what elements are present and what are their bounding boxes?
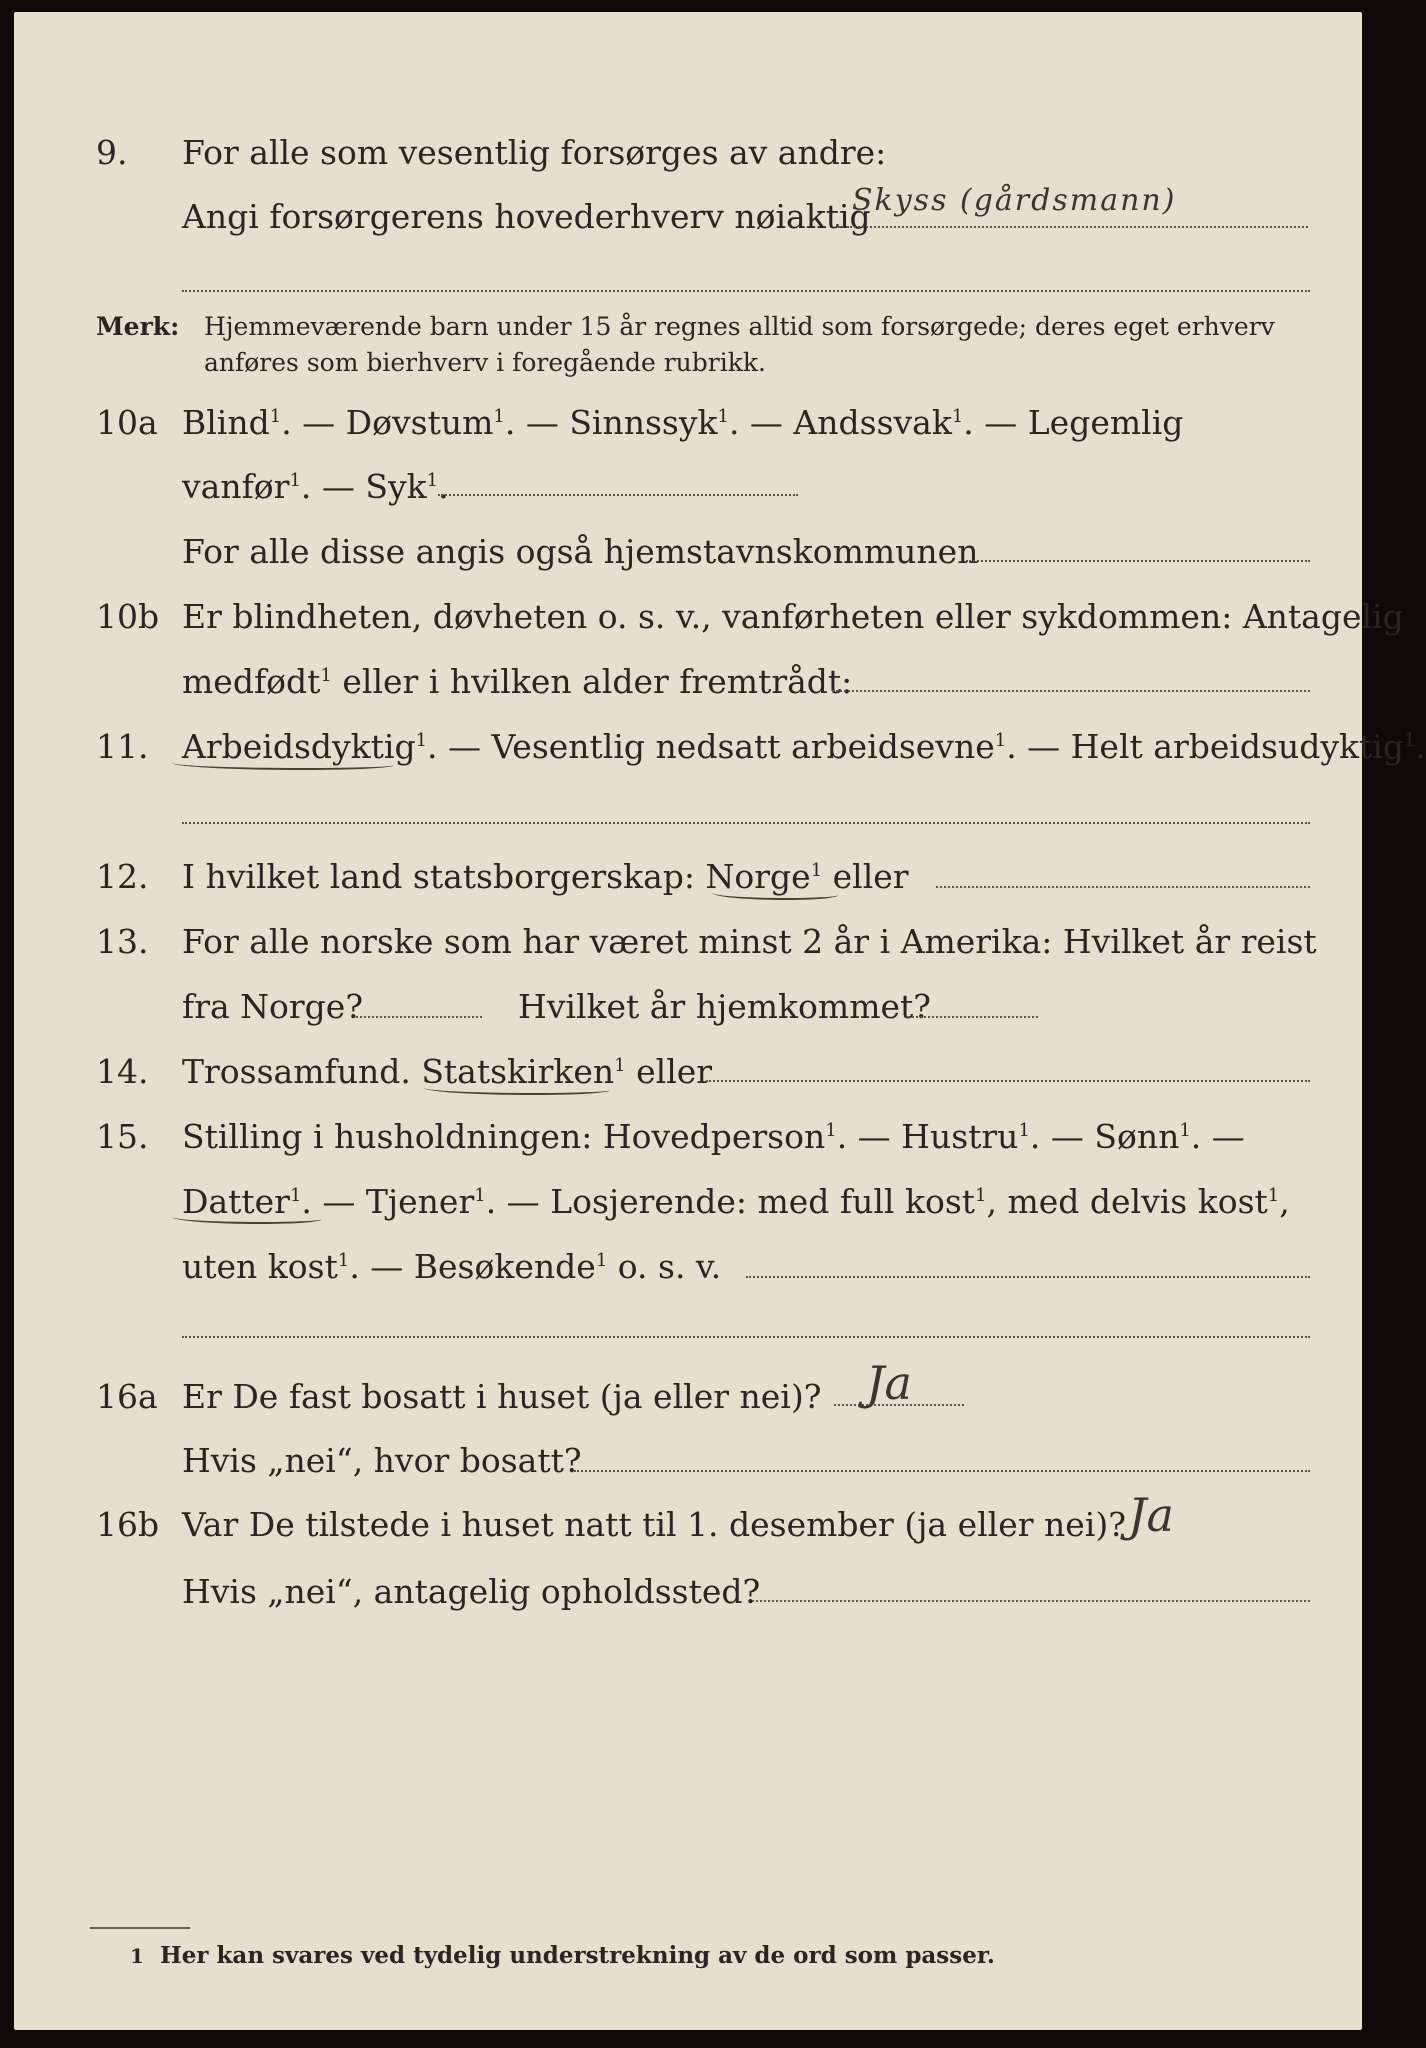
q9-answer-line	[838, 226, 1308, 228]
q10a-line3: For alle disse angis også hjemstavnskommunen	[182, 532, 979, 571]
q16b-line2: Hvis „nei“, antagelig opholdssted?	[182, 1572, 761, 1611]
q11-extra-line	[182, 822, 1310, 824]
q16b-opholdssted-line	[752, 1600, 1310, 1602]
footnote-rule	[90, 1927, 190, 1929]
q10a-line2: vanfør$^1$. — Syk$^1$.	[182, 467, 449, 506]
merk-label: Merk:	[96, 312, 180, 341]
q16a-bosatt-line	[574, 1470, 1310, 1472]
q13-line2b: Hvilket år hjemkommet?	[518, 987, 931, 1026]
q16a-line1: Er De fast bosatt i huset (ja eller nei)?	[182, 1377, 822, 1416]
merk-line2: anføres som bierhverv i foregående rubrikk.	[204, 348, 766, 377]
footnote-mark: 1	[130, 1944, 144, 1968]
q15-line2: Datter$^1$. — Tjener$^1$. — Losjerende: med full kost$^1$, med delvis kost$^1$,	[182, 1182, 1290, 1221]
q10b-line2: medfødt$^1$ eller i hvilken alder fremtrådt:	[182, 662, 853, 701]
q10b-number: 10b	[96, 597, 160, 636]
q15-line3: uten kost$^1$. — Besøkende$^1$ o. s. v.	[182, 1247, 722, 1286]
q14-answer-line	[706, 1080, 1310, 1082]
q16a-number: 16a	[96, 1377, 158, 1416]
q15-answer-line	[746, 1276, 1310, 1278]
q14-number: 14.	[96, 1052, 149, 1091]
q16b-number: 16b	[96, 1505, 160, 1544]
q9-line1: For alle som vesentlig forsørges av andre:	[182, 133, 887, 172]
q10a-kommune-line	[966, 560, 1310, 562]
q10a-number: 10a	[96, 403, 158, 442]
q13-line2a: fra Norge?	[182, 987, 364, 1026]
q10b-line1: Er blindheten, døvheten o. s. v., vanførheten eller sykdommen: Antagelig	[182, 597, 1404, 636]
q12-line1: I hvilket land statsborgerskap: Norge$^1$ eller	[182, 857, 909, 896]
footnote-text: Her kan svares ved tydelig understrekning av de ord som passer.	[160, 1942, 995, 1969]
q11-line1: Arbeidsdyktig$^1$. — Vesentlig nedsatt arbeidsevne$^1$. — Helt arbeidsudyktig$^1$.	[182, 727, 1426, 766]
q13-line1: For alle norske som har været minst 2 år i Amerika: Hvilket år reist	[182, 922, 1317, 961]
q16a-line2: Hvis „nei“, hvor bosatt?	[182, 1441, 582, 1480]
q13-number: 13.	[96, 922, 149, 961]
q16a-handwritten-answer: Ja	[866, 1356, 912, 1410]
q10b-answer-line	[832, 690, 1310, 692]
q16b-handwritten-answer: Ja	[1128, 1488, 1174, 1542]
q15-line1: Stilling i husholdningen: Hovedperson$^1$. — Hustru$^1$. — Sønn$^1$. —	[182, 1117, 1245, 1156]
merk-line1: Hjemmeværende barn under 15 år regnes alltid som forsørgede; deres eget erhverv	[204, 312, 1275, 341]
q14-line1: Trossamfund. Statskirken$^1$ eller	[182, 1052, 713, 1091]
q13-reist-line	[356, 1016, 482, 1018]
q15-number: 15.	[96, 1117, 149, 1156]
q15-extra-line	[182, 1336, 1310, 1338]
q13-hjemkommet-line	[908, 1016, 1038, 1018]
q12-answer-line	[936, 886, 1310, 888]
q9-line2: Angi forsørgerens hovederhverv nøiaktig	[182, 197, 871, 236]
q10a-line1: Blind$^1$. — Døvstum$^1$. — Sinnssyk$^1$. — Andssvak$^1$. — Legemlig	[182, 403, 1184, 442]
q12-number: 12.	[96, 857, 149, 896]
q10a-syk-line	[438, 494, 798, 496]
q11-number: 11.	[96, 727, 149, 766]
q9-handwritten-answer: Skyss (gårdsmann)	[852, 183, 1177, 218]
q16b-line1: Var De tilstede i huset natt til 1. desember (ja eller nei)?	[182, 1505, 1126, 1544]
q9-number: 9.	[96, 133, 128, 172]
q9-extra-line	[182, 290, 1310, 292]
